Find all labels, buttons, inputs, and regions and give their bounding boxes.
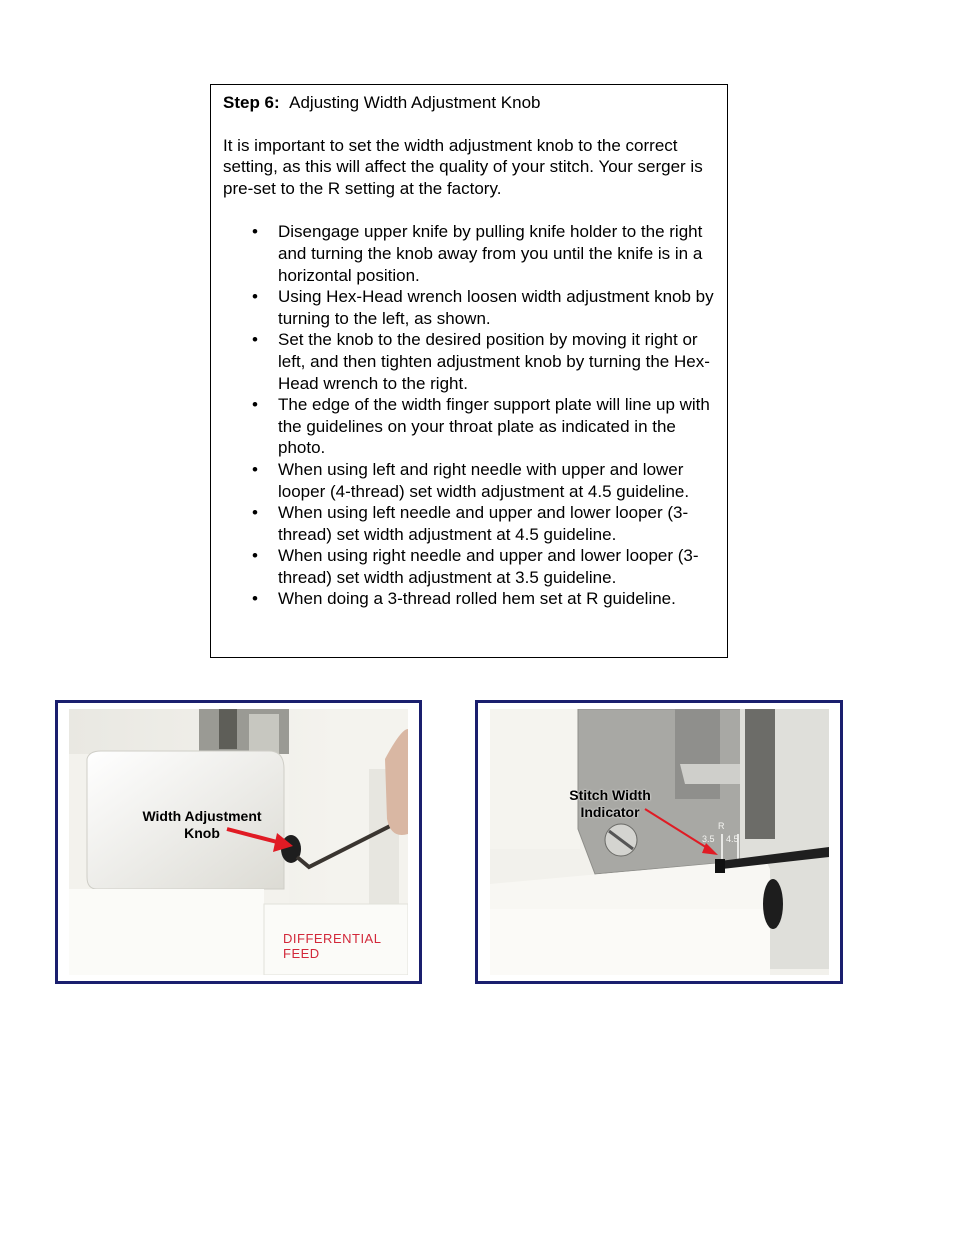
- width-knob-photo-frame: [55, 700, 422, 984]
- step-label: Step 6:: [223, 93, 280, 112]
- plate-mark-3-5: 3.5: [702, 834, 715, 844]
- bullet-icon: •: [252, 395, 258, 415]
- bullet-icon: •: [252, 459, 258, 479]
- width-knob-photo: [69, 709, 408, 975]
- step-heading: [223, 92, 715, 114]
- step-title: Adjusting Width Adjustment Knob: [289, 93, 541, 112]
- stitch-width-photo: [490, 709, 829, 975]
- width-adjustment-knob-callout: Width Adjustment Knob: [142, 808, 262, 841]
- list-item: • Using Hex-Head wrench loosen width adjustment knob by turning to the left, as shown.: [252, 287, 714, 328]
- differential-feed-label: DIFFERENTIAL FEED: [283, 931, 381, 961]
- list-item: • The edge of the width finger support plate will line up with the guidelines on your throat plate as indicated in the photo.: [252, 395, 710, 458]
- bullet-icon: •: [252, 287, 258, 307]
- stitch-width-photo-frame: [475, 700, 843, 984]
- step-instruction-box: [210, 84, 728, 658]
- list-item: • When using right needle and upper and lower looper (3-thread) set width adjustment at 3.5 guideline.: [252, 546, 699, 587]
- bullet-icon: •: [252, 330, 258, 350]
- plate-mark-r: R: [718, 821, 725, 831]
- bullet-icon: •: [252, 222, 258, 242]
- bullet-icon: •: [252, 503, 258, 523]
- bullet-icon: •: [252, 546, 258, 566]
- throat-plate-illustration: [490, 709, 829, 975]
- list-item: • When doing a 3-thread rolled hem set at R guideline.: [252, 589, 676, 609]
- stitch-width-indicator-callout: Stitch Width Indicator: [569, 787, 651, 820]
- plate-mark-4-5: 4.5: [726, 834, 739, 844]
- bullet-icon: •: [252, 589, 258, 609]
- list-item: • When using left needle and upper and lower looper (3-thread) set width adjustment at 4.5 guideline.: [252, 503, 689, 544]
- list-item: • Set the knob to the desired position by moving it right or left, and then tighten adjustment knob by turning the Hex-Head wrench to the right.: [252, 330, 710, 393]
- step-intro: It is important to set the width adjustment knob to the correct setting, as this will affect the quality of your stitch. Your serger is pre-set to the R setting at the factory.: [223, 135, 703, 198]
- step-list: [223, 221, 715, 610]
- list-item: • Disengage upper knife by pulling knife holder to the right and turning the knob away from you until the knife is in a horizontal position.: [252, 222, 703, 285]
- list-item: • When using left and right needle with upper and lower looper (4-thread) set width adjustment at 4.5 guideline.: [252, 459, 690, 501]
